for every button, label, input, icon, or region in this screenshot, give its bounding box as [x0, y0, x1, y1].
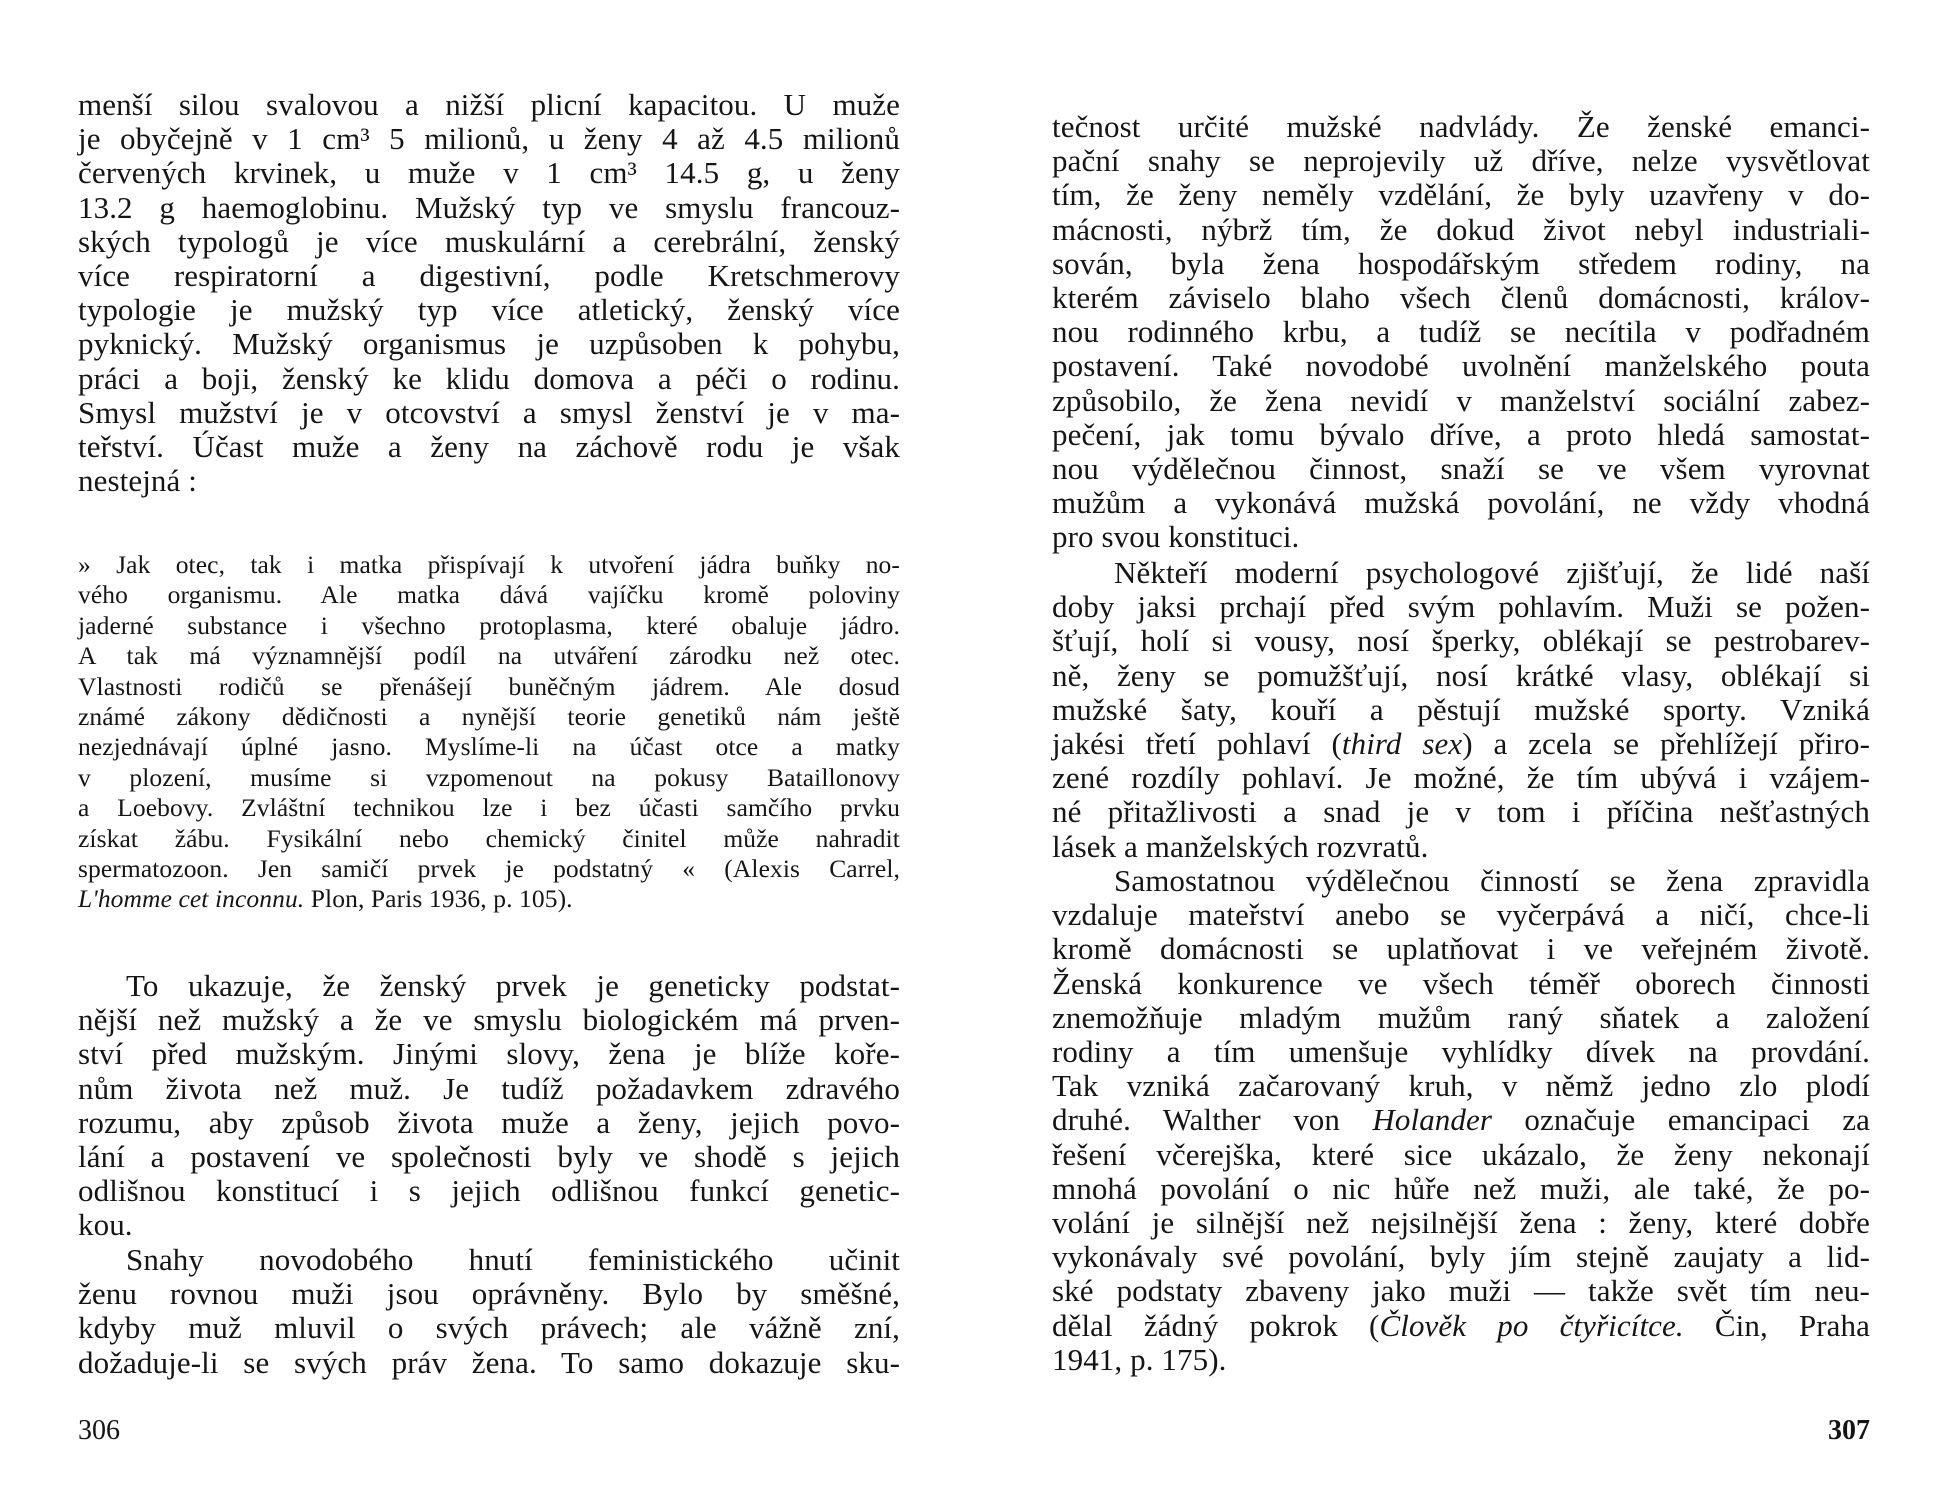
right-page	[1052, 0, 1870, 1500]
quote-line: A tak má významnější podíl na utváření zárodku než otec.	[78, 641, 900, 671]
text-line: pační snahy se neprojevily už dříve, nelze vysvětlovat	[1052, 143, 1870, 179]
text-fragment: Čin, Praha	[1683, 1307, 1870, 1343]
quote-citation-line	[78, 884, 900, 914]
quote-line: Vlastnosti rodičů se přenášejí buněčným jádrem. Ale dosud	[78, 671, 900, 701]
text-line: tím, že ženy neměly vzdělání, že byly uzavřeny v do-	[1052, 177, 1870, 213]
left-page	[78, 0, 900, 1500]
text-line: doby jaksi prchají před svým pohlavím. Muži se požen-	[1052, 589, 1870, 625]
text-line: zené rozdíly pohlaví. Je možné, že tím ubývá i vzájem-	[1052, 760, 1870, 796]
text-line: Snahy novodobého hnutí feministického učinit	[126, 1242, 900, 1277]
text-line: rozumu, aby způsob života muže a ženy, jejich povo-	[78, 1104, 900, 1140]
text-line	[1052, 1309, 1870, 1343]
text-fragment: jakési třetí pohlaví (	[1052, 726, 1342, 762]
text-line: šťují, holí si vousy, nosí šperky, oblékají se pestrobarev-	[1052, 623, 1870, 659]
right-paragraph-1	[1052, 110, 1870, 555]
page-number-right: 307	[1828, 1415, 1870, 1446]
text-line: znemožňuje mladým mužům raný sňatek a založení	[1052, 999, 1870, 1035]
text-line: dožaduje-li se svých práv žena. To samo dokazuje sku-	[78, 1344, 900, 1380]
text-line: To ukazuje, že ženský prvek je geneticky podstat-	[126, 968, 900, 1003]
text-fragment: druhé. Walther von	[1052, 1102, 1373, 1138]
text-line: Někteří moderní psychologové zjišťují, že lidé naší	[1114, 555, 1870, 590]
text-line: mácnosti, nýbrž tím, že dokud život nebyl industriali-	[1052, 211, 1870, 247]
text-line: kromě domácnosti se uplatňovat i ve veřejném životě.	[1052, 931, 1870, 967]
text-line: teřství. Účast muže a ženy na záchově rodu je však	[78, 429, 900, 465]
text-line	[1052, 727, 1870, 761]
left-paragraph-3	[78, 1243, 900, 1380]
text-line: tečnost určité mužské nadvlády. Že ženské emanci-	[1052, 109, 1870, 144]
text-line: mužům a vykonává mužská povolání, ne vždy vhodná	[1052, 485, 1870, 521]
text-line: Smysl mužství je v otcovství a smysl ženství je v ma-	[78, 394, 900, 430]
text-line: sován, byla žena hospodářským středem rodiny, na	[1052, 245, 1870, 281]
text-line: lání a postavení ve společnosti byly ve shodě s jejich	[78, 1139, 900, 1175]
text-line: práci a boji, ženský ke klidu domova a péči o rodinu.	[78, 360, 900, 396]
citation-rest: Plon, Paris 1936, p. 105).	[304, 884, 573, 914]
quote-line: spermatozoon. Jen samičí prvek je podstatný « (Alexis Carrel,	[78, 854, 900, 884]
page-number-left: 306	[78, 1415, 120, 1446]
quote-line: » Jak otec, tak i matka přispívají k utvoření jádra buňky no-	[78, 550, 900, 579]
text-line: menší silou svalovou a nižší plicní kapacitou. U muže	[78, 87, 900, 122]
text-line: nům života než muž. Je tudíž požadavkem zdravého	[78, 1070, 900, 1106]
quote-line: v plození, musíme si vzpomenout na pokusy Bataillonovy	[78, 762, 900, 792]
quote-line: získat žábu. Fysikální nebo chemický činitel může nahradit	[78, 823, 900, 853]
right-paragraph-3	[1052, 864, 1870, 1377]
text-line	[1052, 1103, 1870, 1137]
right-paragraph-2	[1052, 556, 1870, 864]
text-line: kou.	[78, 1207, 133, 1243]
text-line: řešení včerejška, které sice ukázalo, že ženy nekonají	[1052, 1136, 1870, 1172]
text-line: pečení, jak tomu bývalo dříve, a proto hledá samostat-	[1052, 416, 1870, 452]
text-line: nou výdělečnou činnost, snaží se ve všem vyrovnat	[1052, 451, 1870, 487]
text-line: Samostatnou výdělečnou činností se žena zpravidla	[1114, 863, 1870, 898]
text-line: rodiny a tím umenšuje vyhlídky dívek na provdání.	[1052, 1034, 1870, 1070]
text-line: Tak vzniká začarovaný kruh, v němž jedno zlo plodí	[1052, 1068, 1870, 1104]
text-line: odlišnou konstitucí i s jejich odlišnou funkcí genetic-	[78, 1173, 900, 1209]
text-line: ženu rovnou muži jsou oprávněny. Bylo by směšné,	[78, 1276, 900, 1312]
text-line: 1941, p. 175).	[1052, 1341, 1227, 1377]
left-paragraph-1	[78, 88, 900, 498]
text-line: vzdaluje mateřství anebo se vyčerpává a ničí, chce-li	[1052, 897, 1870, 933]
text-line: 13.2 g haemoglobinu. Mužský typ ve smyslu francouz-	[78, 189, 900, 225]
text-fragment: označuje emancipaci za	[1492, 1102, 1870, 1138]
italic-name: Holander	[1372, 1102, 1493, 1138]
block-quote	[78, 550, 900, 915]
book-title-italic: L'homme cet inconnu.	[78, 884, 305, 914]
text-line: lásek a manželských rozvratů.	[1052, 828, 1429, 864]
text-line: postavení. Také novodobé uvolnění manželského pouta	[1052, 348, 1870, 384]
text-line: nestejná :	[78, 463, 197, 499]
book-title-italic: Člověk po čtyřicítce.	[1379, 1307, 1684, 1343]
quote-line: vého organismu. Ale matka dává vajíčku kromě poloviny	[78, 580, 900, 610]
text-line: je obyčejně v 1 cm³ 5 milionů, u ženy 4 až 4.5 milionů	[78, 121, 900, 157]
text-line: kdyby muž mluvil o svých právech; ale vážně zní,	[78, 1310, 900, 1346]
text-line: mnohá povolání o nic hůře než muži, ale také, že po-	[1052, 1170, 1870, 1206]
italic-term: third sex	[1341, 726, 1463, 762]
text-line: né přitažlivosti a snad je v tom i příčina nešťastných	[1052, 794, 1870, 830]
text-line: ských typologů je více muskulární a cerebrální, ženský	[78, 223, 900, 259]
text-line: vykonávaly své povolání, byly jím stejně zaujaty a lid-	[1052, 1239, 1870, 1275]
quote-line: a Loebovy. Zvláštní technikou lze i bez účasti samčího prvku	[78, 793, 900, 823]
text-fragment: dělal žádný pokrok (	[1052, 1307, 1380, 1343]
left-paragraph-2	[78, 969, 900, 1243]
quote-line: nezjednávají úplné jasno. Myslíme-li na účast otce a matky	[78, 732, 900, 762]
text-line: volání je silnější než nejsilnější žena : ženy, které dobře	[1052, 1205, 1870, 1241]
text-line: typologie je mužský typ více atletický, ženský více	[78, 292, 900, 328]
text-line: ské podstaty zbaveny jako muži — takže svět tím neu-	[1052, 1273, 1870, 1309]
text-line: nější než mužský a že ve smyslu biologickém má prven-	[78, 1002, 900, 1038]
quote-line: jaderné substance i všechno protoplasma, které obaluje jádro.	[78, 610, 900, 640]
text-line: kterém záviselo blaho všech členů domácnosti, králov-	[1052, 280, 1870, 316]
text-line: pyknický. Mužský organismus je uzpůsoben k pohybu,	[78, 326, 900, 362]
text-line: více respiratorní a digestivní, podle Kretschmerovy	[78, 258, 900, 294]
text-line: ství před mužským. Jinými slovy, žena je blíže koře-	[78, 1036, 900, 1072]
text-line: způsobilo, že žena nevidí v manželství sociální zabez-	[1052, 382, 1870, 418]
text-line: nou rodinného krbu, a tudíž se necítila v podřadném	[1052, 314, 1870, 350]
quote-line: známé zákony dědičnosti a nynější teorie genetiků nám ještě	[78, 702, 900, 732]
text-line: pro svou konstituci.	[1052, 519, 1300, 555]
text-line: červených krvinek, u muže v 1 cm³ 14.5 g, u ženy	[78, 155, 900, 191]
text-line: mužské šaty, kouří a pěstují mužské sporty. Vzniká	[1052, 691, 1870, 727]
text-line: Ženská konkurence ve všech téměř oborech činnosti	[1052, 965, 1870, 1001]
text-fragment: ) a zcela se přehlížejí přiro-	[1462, 726, 1870, 762]
text-line: ně, ženy se pomužšťují, nosí krátké vlasy, oblékají si	[1052, 657, 1870, 693]
